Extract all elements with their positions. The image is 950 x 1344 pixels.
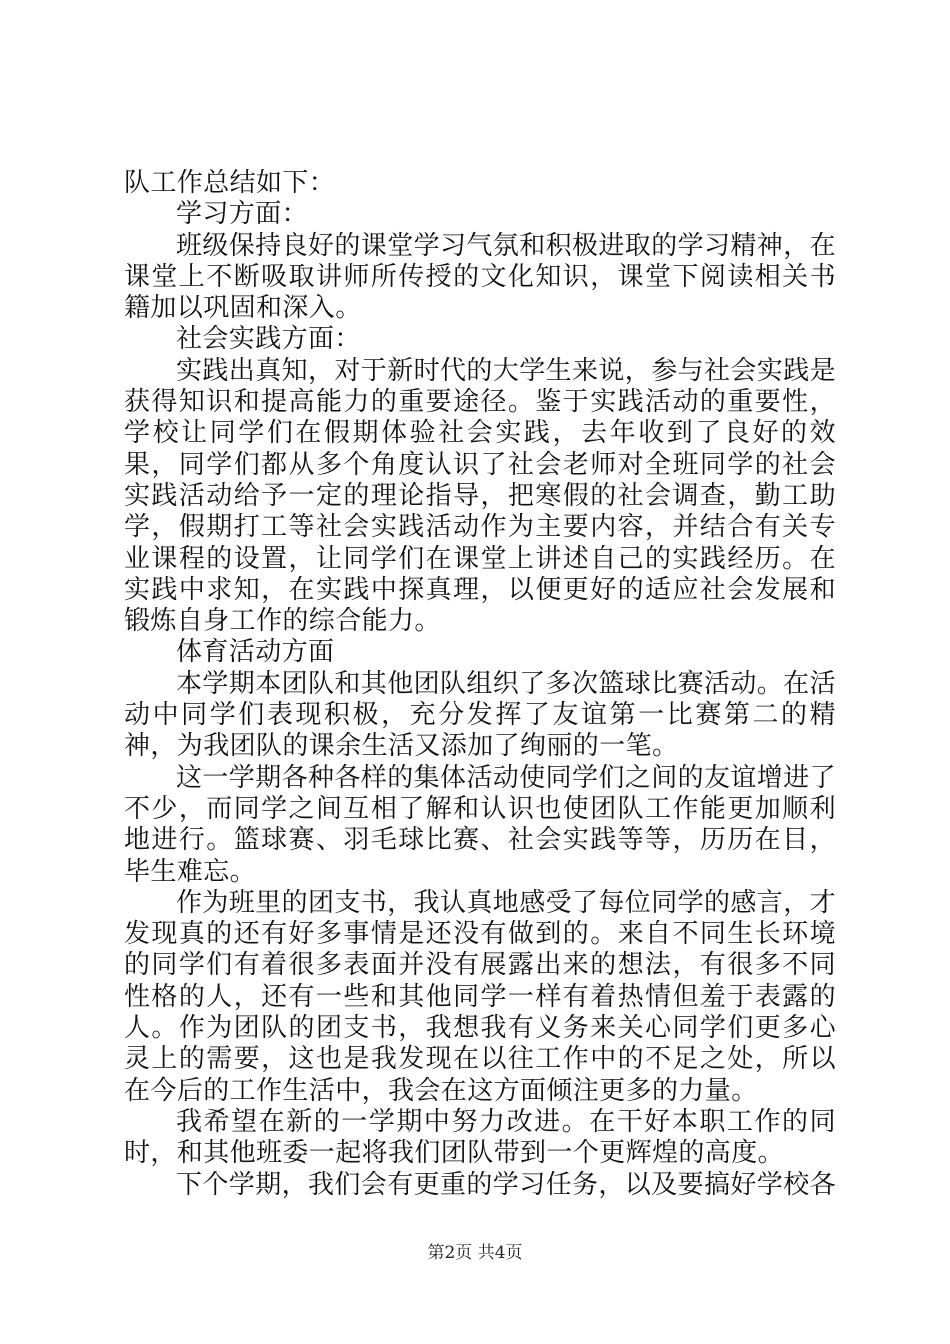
paragraph-reflection: 作为班里的团支书，我认真地感受了每位同学的感言，才发现真的还有好多事情是还没有做到的。来自不同生长环境的同学们有着很多表面并没有展露出来的想法，有很多不同性格的人，还有一些和其他同学一样有着热情但羞于表露的人。作为团队的团支书，我想我有义务来关心同学们更多心灵上的需要，这也是我发现在以往工作中的不足之处，所以在今后的工作生活中，我会在这方面倾注更多的力量。 <box>124 887 837 1106</box>
paragraph-improvement: 我希望在新的一学期中努力改进。在干好本职工作的同时，和其他班委一起将我们团队带到一个更辉煌的高度。 <box>124 1106 836 1169</box>
paragraph-intro: 队工作总结如下： <box>124 168 336 198</box>
paragraph-sports: 本学期本团队和其他团队组织了多次篮球比赛活动。在活动中同学们表现积极，充分发挥了友谊第一比赛第二的精神，为我团队的课余生活又添加了绚丽的一笔。 <box>124 668 837 762</box>
page-number-footer: 第2页 共4页 <box>427 1243 523 1263</box>
paragraph-activities: 这一学期各种各样的集体活动使同学们之间的友谊增进了不少，而同学之间互相了解和认识也使团队工作能更加顺利地进行。篮球赛、羽毛球比赛、社会实践等等，历历在目，毕生难忘。 <box>124 762 837 887</box>
paragraph-study: 班级保持良好的课堂学习气氛和积极进取的学习精神，在课堂上不断吸取讲师所传授的文化知识，课堂下阅读相关书籍加以巩固和深入。 <box>124 230 837 324</box>
section-heading-sports: 体育活动方面 <box>176 637 335 668</box>
paragraph-social-practice: 实践出真知，对于新时代的大学生来说，参与社会实践是获得知识和提高能力的重要途径。鉴于实践活动的重要性，学校让同学们在假期体验社会实践，去年收到了良好的效果，同学们都从多个角度认识了社会老师对全班同学的社会实践活动给予一定的理论指导，把寒假的社会调查，勤工助学，假期打工等社会实践活动作为主要内容，并结合有关专业课程的设置，让同学们在课堂上讲述自己的实践经历。在实践中求知，在实践中探真理，以便更好的适应社会发展和锻炼自身工作的综合能力。 <box>124 355 837 637</box>
section-heading-social-practice: 社会实践方面： <box>176 324 361 355</box>
section-heading-study: 学习方面： <box>176 199 309 230</box>
paragraph-next-semester: 下个学期，我们会有更重的学习任务，以及要搞好学校各 <box>176 1169 837 1200</box>
document-body <box>124 168 836 1201</box>
